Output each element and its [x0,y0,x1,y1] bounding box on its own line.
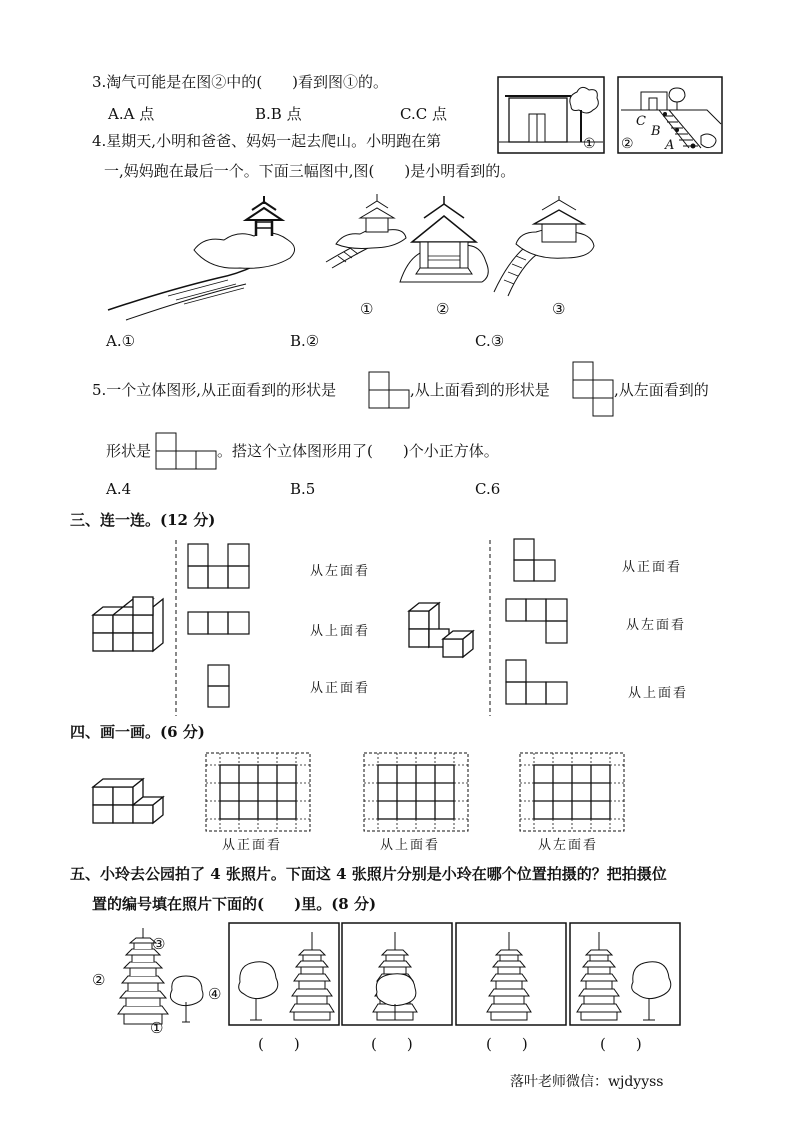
sec4-grid-front [205,752,311,832]
q4-mark-1: ① [360,300,374,318]
sec3-view-right-1 [513,538,557,582]
sec3-label-left-3: 从正面看 [310,681,371,696]
sec5-position-2: ② [92,971,106,989]
sec4-label-front: 从正面看 [222,838,283,853]
sec5-blank-4[interactable]: ( ) [600,1035,642,1053]
q3-option-b: B.B 点 [255,105,302,123]
sec3-label-left-2: 从上面看 [310,624,371,639]
sec3-solid-right [408,600,482,662]
sec5-blank-2[interactable]: ( ) [371,1035,413,1053]
footer-contact: 落叶老师微信：wjdyyss [510,1074,664,1090]
q5-text-4: 形状是 [106,442,152,460]
sec3-solid-left [92,594,164,654]
section-3-title: 三、连一连。(12 分) [70,511,216,529]
q5-front-view-shape [368,371,410,409]
sec4-grid-left [519,752,625,832]
q4-scene-mountain-pavilion [106,192,310,322]
sec4-solid [92,772,164,828]
sec3-view-right-3 [505,659,569,705]
sec3-view-left-3 [207,664,231,708]
q4-option-b: B.② [290,332,320,350]
q3-point-b: B [651,124,661,139]
q4-mark-2: ② [436,300,450,318]
sec3-view-left-1 [187,543,251,589]
q5-option-a: A.4 [106,480,132,498]
q5-option-b: B.5 [290,480,316,498]
q4-mark-3: ③ [552,300,566,318]
q5-text-3: ,从左面看到的 [614,381,709,399]
q5-text-1: 5.一个立体图形,从正面看到的形状是 [92,381,337,399]
sec3-label-right-3: 从上面看 [628,686,689,701]
q5-option-c: C.6 [475,480,501,498]
q5-text-2: ,从上面看到的形状是 [410,381,550,399]
sec5-blank-1[interactable]: ( ) [258,1035,300,1053]
sec5-position-3: ③ [152,935,166,953]
q3-text: 3.淘气可能是在图②中的( )看到图①的。 [92,73,389,91]
q5-text-5: 。搭这个立体图形用了( )个小正方体。 [217,442,499,460]
sec3-label-left-1: 从左面看 [310,564,371,579]
sec5-photo-3 [455,922,567,1026]
sec5-blank-3[interactable]: ( ) [486,1035,528,1053]
sec5-position-1: ① [150,1019,164,1037]
q3-point-c: C [636,114,646,129]
q3-point-a: A [665,138,675,153]
q5-top-view-shape [572,361,614,417]
sec4-label-top: 从上面看 [380,838,441,853]
sec3-view-left-2 [187,611,251,635]
sec3-divider-left [175,540,178,716]
sec3-view-right-2 [505,598,569,644]
q4-option-c: C.③ [475,332,505,350]
section-4-title: 四、画一画。(6 分) [70,723,205,741]
q4-scene-3 [490,196,600,300]
sec3-label-right-2: 从左面看 [626,618,687,633]
q4-scene-2 [398,196,490,296]
sec5-photo-4 [569,922,681,1026]
q3-option-a: A.A 点 [108,105,155,123]
q4-line1: 4.星期天,小明和爸爸、妈妈一起去爬山。小明跑在第 [92,132,442,150]
sec4-grid-top [363,752,469,832]
q4-line2: 一,妈妈跑在最后一个。下面三幅图中,图( )是小明看到的。 [104,162,516,180]
q5-left-view-shape [155,432,217,470]
sec3-label-right-1: 从正面看 [622,560,683,575]
sec3-divider-right [489,540,492,716]
sec5-photo-1 [228,922,340,1026]
sec5-photo-2 [341,922,453,1026]
sec5-position-4: ④ [208,985,222,1003]
section-5-title-line1: 五、小玲去公园拍了 4 张照片。下面这 4 张照片分别是小玲在哪个位置拍摄的？把拍摄位 [70,865,667,883]
sec4-label-left: 从左面看 [538,838,599,853]
q3-option-c: C.C 点 [400,105,447,123]
section-5-title-line2: 置的编号填在照片下面的( )里。(8 分) [92,895,377,913]
q3-fig2-mark: ② [621,136,634,152]
q4-option-a: A.① [106,332,136,350]
q3-fig1-mark: ① [583,136,596,152]
